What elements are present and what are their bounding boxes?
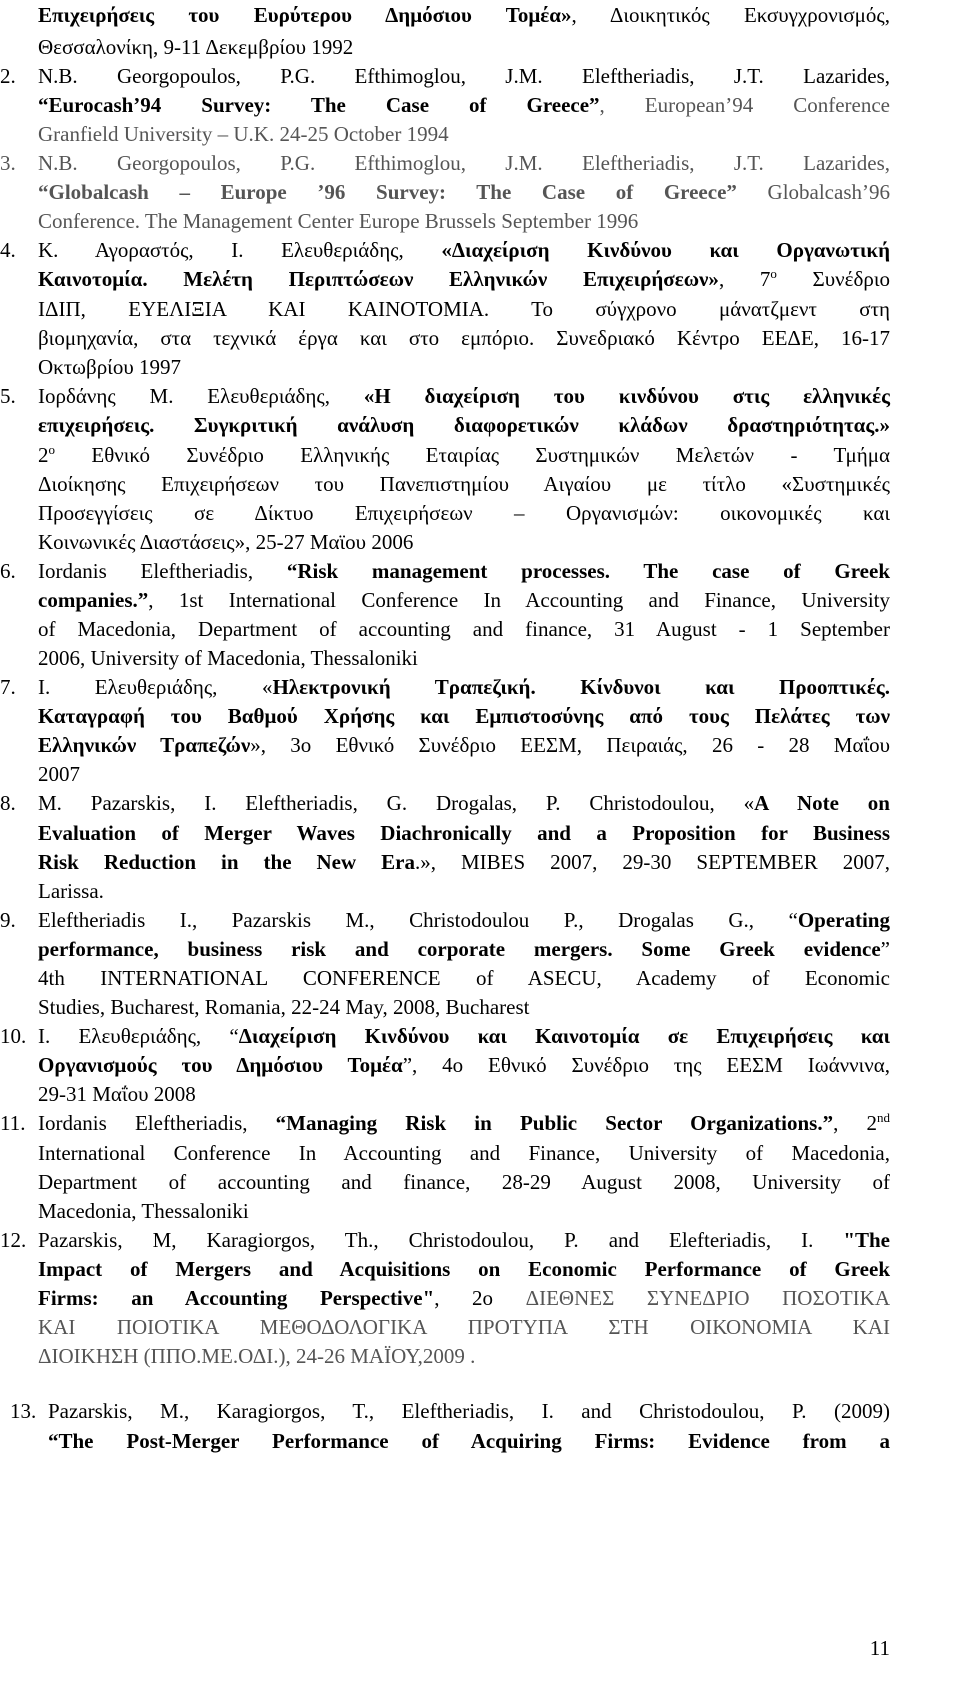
- ref-9-line-2: performance, business risk and corporate mergers. Some Greek evidence”: [38, 937, 890, 961]
- ref-5-line-5: Προσεγγίσεις σε Δίκτυο Επιχειρήσεων – Οργανισμών: οικονομικές και: [38, 501, 890, 525]
- ref-2-line-3: Granfield University – U.K. 24-25 October 1994: [38, 122, 449, 146]
- ref-10-line-1: 10. Ι. Ελευθεριάδης, “Διαχείριση Κινδύνου και Καινοτομία σε Επιχειρήσεις και: [0, 1024, 890, 1048]
- ref-5-line-2: επιχειρήσεις. Συγκριτική ανάλυση διαφορετικών κλάδων δραστηριότητας.»: [38, 413, 890, 437]
- ref-6-line-3: of Macedonia, Department of accounting and finance, 31 August - 1 September: [38, 617, 890, 641]
- ref-2-line-1: 2. N.B. Georgopoulos, P.G. Efthimoglou, J.M. Eleftheriadis, J.T. Lazarides,: [0, 64, 890, 88]
- ref-12-line-1: 12. Pazarskis, M, Karagiorgos, Th., Christodoulou, P. and Elefteriadis, I. "The: [0, 1228, 890, 1252]
- ref-12-line-4: ΚΑΙ ΠΟΙΟΤΙΚΑ ΜΕΘΟΔΟΛΟΓΙΚΑ ΠΡΟΤΥΠΑ ΣΤΗ ΟΙΚΟΝΟΜΙΑ ΚΑΙ: [38, 1315, 890, 1339]
- ref-8-line-1: 8. M. Pazarskis, I. Eleftheriadis, G. Drogalas, P. Christodoulou, «A Note on: [0, 791, 890, 815]
- ref-9-line-4: Studies, Bucharest, Romania, 22-24 May, 2008, Bucharest: [38, 995, 530, 1019]
- ref-13-line-2: “The Post-Merger Performance of Acquiring Firms: Evidence from a: [48, 1429, 890, 1453]
- ref-13-line-1: 13. Pazarskis, M., Karagiorgos, T., Eleftheriadis, I. and Christodoulou, P. (2009): [10, 1399, 890, 1423]
- ref-7-line-2: Καταγραφή του Βαθμού Χρήσης και Εμπιστοσύνης από τους Πελάτες των: [38, 704, 890, 728]
- ref-7-line-1: 7. Ι. Ελευθεριάδης, «Ηλεκτρονική Τραπεζική. Κίνδυνοι και Προοπτικές.: [0, 675, 890, 699]
- ref-10-line-3: 29-31 Μαΐου 2008: [38, 1082, 196, 1106]
- ref-1-line-1: Επιχειρήσεις του Ευρύτερου Δημόσιου Τομέα», Διοικητικός Εκσυγχρονισμός,: [38, 3, 890, 27]
- ref-6-line-4: 2006, University of Macedonia, Thessaloniki: [38, 646, 418, 670]
- ref-11-line-2: International Conference In Accounting and Finance, University of Macedonia,: [38, 1141, 890, 1165]
- ref-3-line-3: Conference. The Management Center Europe Brussels September 1996: [38, 209, 639, 233]
- ref-11-line-1: 11. Iordanis Eleftheriadis, “Managing Risk in Public Sector Organizations.”, 2nd: [0, 1110, 890, 1135]
- ref-11-line-3: Department of accounting and finance, 28-29 August 2008, University of: [38, 1170, 890, 1194]
- ref-4-line-2: Καινοτομία. Μελέτη Περιπτώσεων Ελληνικών Επιχειρήσεων», $7^o$ Συνέδριο: [38, 266, 890, 291]
- ref-4-line-5: Οκτωβρίου 1997: [38, 355, 181, 379]
- ref-5-line-6: Κοινωνικές Διαστάσεις», 25-27 Μαϊου 2006: [38, 530, 414, 554]
- ref-4-line-3: ΙΔΙΠ, ΕΥΕΛΙΞΙΑ ΚΑΙ ΚΑΙΝΟΤΟΜΙΑ. Το σύγχρονο μάνατζμεντ στη: [38, 297, 890, 321]
- ref-8-line-3: Risk Reduction in the New Era.», MIBES 2007, 29-30 SEPTEMBER 2007,: [38, 850, 891, 874]
- ref-11-line-4: Macedonia, Thessaloniki: [38, 1199, 249, 1223]
- ref-3-line-1: 3. N.B. Georgopoulos, P.G. Efthimoglou, J.M. Eleftheriadis, J.T. Lazarides,: [0, 151, 890, 175]
- ref-6-line-2: companies.”, 1st International Conference In Accounting and Finance, University: [38, 588, 890, 612]
- ref-9-line-3: 4th INTERNATIONAL CONFERENCE of ASECU, Academy of Economic: [38, 966, 890, 990]
- page-number: 11: [869, 1636, 890, 1660]
- ref-8-line-4: Larissa.: [38, 879, 104, 903]
- ref-7-line-3: Ελληνικών Τραπεζών», 3ο Εθνικό Συνέδριο ΕΕΣΜ, Πειραιάς, 26 - 28 Μαΐου: [38, 733, 890, 757]
- ref-12-line-2: Impact of Mergers and Acquisitions on Economic Performance of Greek: [38, 1257, 890, 1281]
- ref-8-line-2: Evaluation of Merger Waves Diachronically and a Proposition for Business: [38, 821, 890, 845]
- ref-4-line-1: 4. Κ. Αγοραστός, Ι. Ελευθεριάδης, «Διαχείριση Κινδύνου και Οργανωτική: [0, 238, 891, 262]
- ref-3-line-2: “Globalcash – Europe ’96 Survey: The Case of Greece” Globalcash’96: [38, 180, 890, 204]
- ref-9-line-1: 9. Eleftheriadis I., Pazarskis M., Christodoulou P., Drogalas G., “Operating: [0, 908, 890, 932]
- ref-10-line-2: Οργανισμούς του Δημόσιου Τομέα”, 4ο Εθνικό Συνέδριο της ΕΕΣΜ Ιωάννινα,: [38, 1053, 890, 1077]
- ref-6-line-1: 6. Iordanis Eleftheriadis, “Risk management processes. The case of Greek: [0, 559, 890, 583]
- ref-5-line-4: Διοίκησης Επιχειρήσεων του Πανεπιστημίου Αιγαίου με τίτλο «Συστημικές: [38, 472, 890, 496]
- ref-5-line-3: $2^o$ Εθνικό Συνέδριο Ελληνικής Εταιρίας Συστημικών Μελετών - Τμήμα: [38, 442, 890, 467]
- ref-5-line-1: 5. Ιορδάνης Μ. Ελευθεριάδης, «Η διαχείριση του κινδύνου στις ελληνικές: [0, 384, 890, 408]
- ref-1-line-2: Θεσσαλονίκη, 9-11 Δεκεμβρίου 1992: [38, 35, 354, 59]
- ref-4-line-4: βιομηχανία, στα τεχνικά έργα και στο εμπόριο. Συνεδριακό Κέντρο ΕΕΔΕ, 16-17: [38, 326, 890, 350]
- ref-12-line-3: Firms: an Accounting Perspective", 2o ΔΙΕΘΝΕΣ ΣΥΝΕΔΡΙΟ ΠΟΣΟΤΙΚΑ: [38, 1286, 890, 1310]
- ref-2-line-2: “Eurocash’94 Survey: The Case of Greece”, European’94 Conference: [38, 93, 890, 117]
- ref-7-line-4: 2007: [38, 762, 80, 786]
- ref-12-line-5: ΔΙΟΙΚΗΣΗ (ΠΠΟ.ΜΕ.ΟΔΙ.), 24-26 ΜΑΪΟΥ,2009 .: [38, 1344, 476, 1368]
